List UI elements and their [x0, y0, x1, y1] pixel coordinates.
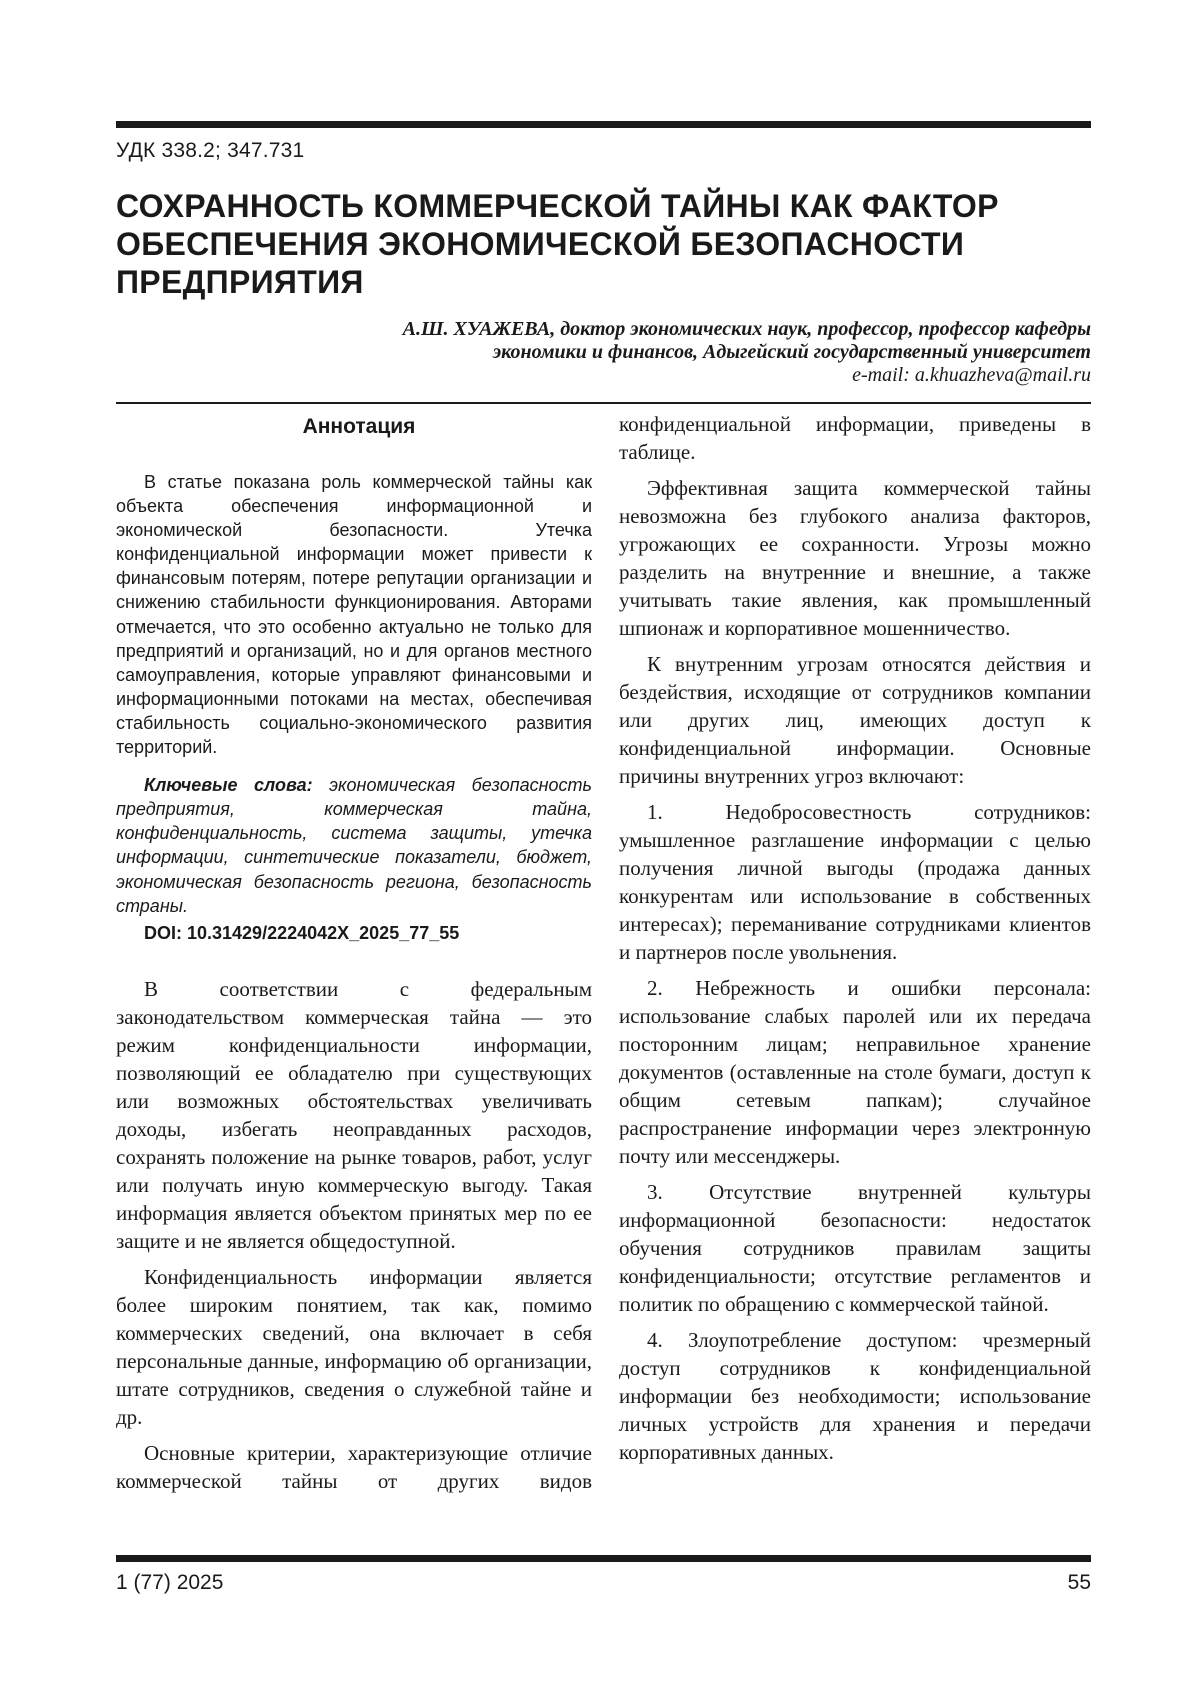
annotation-text: В статье показана роль коммерческой тайны как объекта обеспечения информационной и экономической безопасности. Утечка конфиденциальной информации может привести к финансовым потерям, потере репутации организации и снижению стабильности функционирования. Авторами отмечается, что это особенно актуально не только для предприятий и организаций, но и для органов местного самоуправления, которые управляют финансовыми и информационными потоками на местах, обеспечивая стабильность социально-экономического развития территорий. — [116, 472, 592, 758]
page-number: 55 — [1067, 1571, 1091, 1594]
body-right — [619, 410, 1091, 1466]
paragraph: К внутренним угрозам относятся действия и бездействия, исходящие от сотрудников компании или других лиц, имеющих доступ к конфиденциальной информации. Основные причины внутренних угроз включают: — [619, 652, 1091, 788]
issue-number: 1 (77) 2025 — [116, 1571, 224, 1594]
keywords-list: экономическая безопасность предприятия, коммерческая тайна, конфиденциальность, система защиты, утечка информации, синтетические показатели, бюджет, экономическая безопасность региона, безопасность страны. — [116, 775, 593, 916]
author-block — [191, 318, 1091, 387]
udk-code: УДК 338.2; 347.731 — [116, 139, 305, 162]
author-affiliation: экономики и финансов, Адыгейский государственный университет — [492, 341, 1091, 363]
paragraph: Эффективная защита коммерческой тайны невозможна без глубокого анализа факторов, угрожающих ее сохранности. Угрозы можно разделить на внутренние и внешние, а также учитывать такие явления, как промышленный шпионаж и корпоративное мошенничество. — [619, 476, 1091, 640]
title-line: СОХРАННОСТЬ КОММЕРЧЕСКОЙ ТАЙНЫ КАК ФАКТОР — [116, 188, 999, 224]
doi: DOI: 10.31429/2224042X_2025_77_55 — [144, 922, 460, 943]
author-line: А.Ш. ХУАЖЕВА, доктор экономических наук, профессор, профессор кафедры — [402, 318, 1091, 340]
list-item: 1. Недобросовестность сотрудников: умышленное разглашение информации с целью получения личной выгоды (продажа данных конкурентам или использование в собственных интересах); переманивание сотрудниками клиентов и партнеров после увольнения. — [619, 800, 1091, 964]
top-rule — [116, 121, 1091, 128]
annotation-heading: Аннотация — [302, 415, 416, 438]
article-title — [116, 187, 1091, 301]
keywords-label: Ключевые слова: — [144, 775, 313, 796]
keywords — [116, 773, 592, 918]
title-line: ПРЕДПРИЯТИЯ — [116, 264, 364, 300]
right-column — [619, 410, 1091, 1474]
paragraph: конфиденциальной информации, приведены в таблице. — [619, 412, 1091, 464]
body-left — [116, 975, 592, 1495]
annotation-body — [116, 470, 592, 759]
footer-rule — [116, 1555, 1091, 1562]
left-column — [116, 415, 592, 1503]
list-item: 3. Отсутствие внутренней культуры информационной безопасности: недостаток обучения сотрудников правилам защиты конфиденциальности; отсутствие регламентов и политик по обращению с коммерческой тайной. — [619, 1180, 1091, 1316]
paragraph: Основные критерии, характеризующие отличие коммерческой тайны от других видов — [116, 1440, 592, 1493]
author-email: e-mail: a.khuazheva@mail.ru — [852, 364, 1091, 386]
paragraph: Конфиденциальность информации является более широким понятием, так как, помимо коммерческих сведений, она включает в себя персональные данные, информацию об организации, штате сотрудников, сведения о служебной тайне и др. — [116, 1264, 592, 1429]
title-line: ОБЕСПЕЧЕНИЯ ЭКОНОМИЧЕСКОЙ БЕЗОПАСНОСТИ — [116, 226, 965, 262]
list-item: 4. Злоупотребление доступом: чрезмерный доступ сотрудников к конфиденциальной информации без необходимости; использование личных устройств для хранения и передачи корпоративных данных. — [619, 1328, 1091, 1464]
list-item: 2. Небрежность и ошибки персонала: использование слабых паролей или их передача посторонним лицам; неправильное хранение документов (оставленные на столе бумаги, доступ к общим сетевым папкам); случайное распространение информации через электронную почту или мессенджеры. — [619, 976, 1091, 1168]
paragraph: В соответствии с федеральным законодательством коммерческая тайна — это режим конфиденциальности информации, позволяющий ее обладателю при существующих или возможных обстоятельствах увеличивать доходы, избегать неоправданных расходов, сохранять положение на рынке товаров, работ, услуг или получать иную коммерческую выгоду. Такая информация является объектом принятых мер по ее защите и не является общедоступной. — [116, 976, 592, 1253]
header-divider — [116, 402, 1091, 404]
